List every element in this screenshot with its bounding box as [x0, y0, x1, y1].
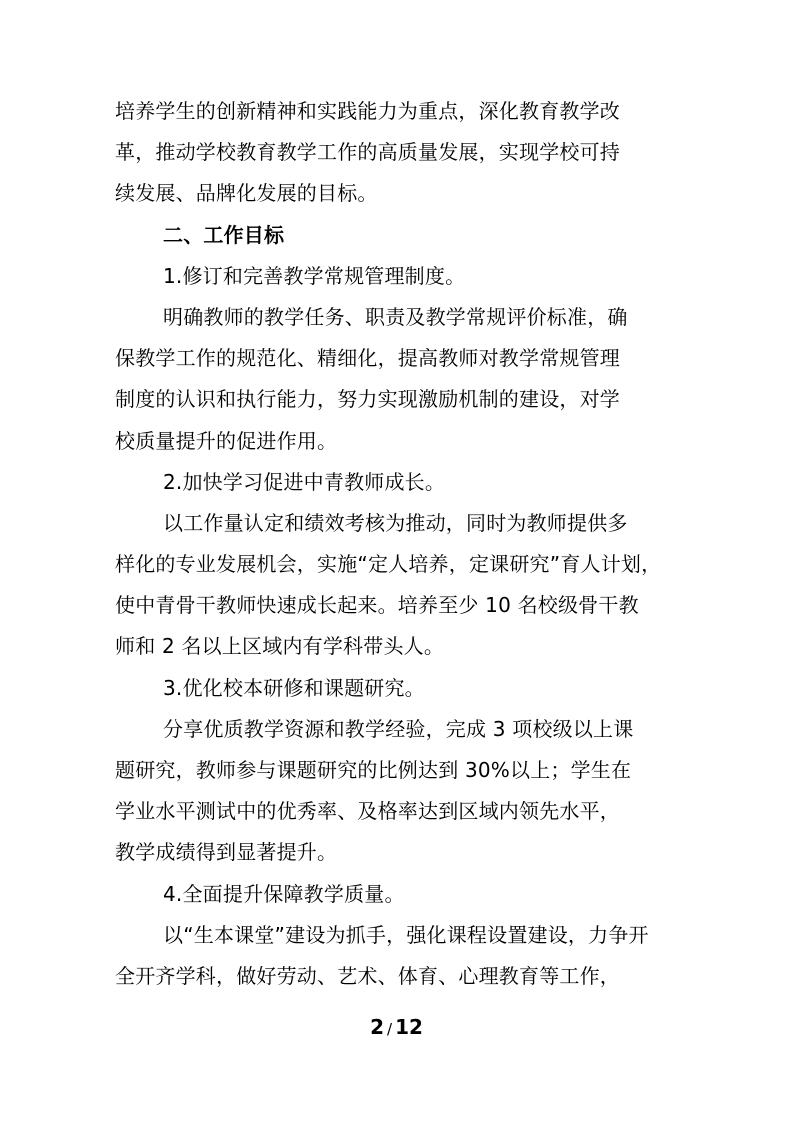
total-pages: 12	[395, 1015, 423, 1039]
page-number	[0, 1015, 793, 1039]
text-line: 明确教师的教学任务、职责及教学常规评价标准，确	[163, 304, 628, 329]
text-line: 师和 2 名以上区域内有学科带头人。	[115, 634, 445, 659]
text-line: 4.全面提升保障教学质量。	[163, 881, 405, 906]
text-line: 学业水平测试中的优秀率、及格率达到区域内领先水平，	[115, 799, 620, 824]
text-line: 样化的专业发展机会，实施“定人培养，定课研究”育人计划，	[115, 552, 662, 577]
text-line: 教学成绩得到显著提升。	[115, 840, 338, 865]
text-line: 以工作量认定和绩效考核为推动，同时为教师提供多	[163, 510, 628, 535]
text-line: 使中青骨干教师快速成长起来。培养至少 10 名校级骨干教	[115, 593, 639, 618]
text-line: 制度的认识和执行能力，努力实现激励机制的建设，对学	[115, 387, 620, 412]
text-line: 保教学工作的规范化、精细化，提高教师对教学常规管理	[115, 346, 620, 371]
text-line: 革，推动学校教育教学工作的高质量发展，实现学校可持	[115, 140, 620, 165]
text-line: 全开齐学科，做好劳动、艺术、体育、心理教育等工作，	[115, 963, 620, 988]
text-line: 题研究，教师参与课题研究的比例达到 30%以上；学生在	[115, 758, 632, 782]
section-heading: 二、工作目标	[163, 222, 285, 247]
text-line: 2.加快学习促进中青教师成长。	[163, 469, 446, 494]
document-body	[115, 98, 680, 1004]
text-line: 1.修订和完善教学常规管理制度。	[163, 263, 466, 288]
text-line: 培养学生的创新精神和实践能力为重点，深化教育教学改	[115, 99, 620, 123]
text-line: 分享优质教学资源和教学经验，完成 3 项校级以上课	[163, 716, 634, 741]
text-line: 以“生本课堂”建设为抓手，强化课程设置建设，力争开	[163, 922, 649, 947]
current-page: 2	[370, 1015, 384, 1039]
text-line: 续发展、品牌化发展的目标。	[115, 181, 378, 206]
page-separator: /	[387, 1020, 393, 1038]
text-line: 校质量提升的促进作用。	[115, 428, 338, 453]
text-line: 3.优化校本研修和课题研究。	[163, 675, 425, 700]
